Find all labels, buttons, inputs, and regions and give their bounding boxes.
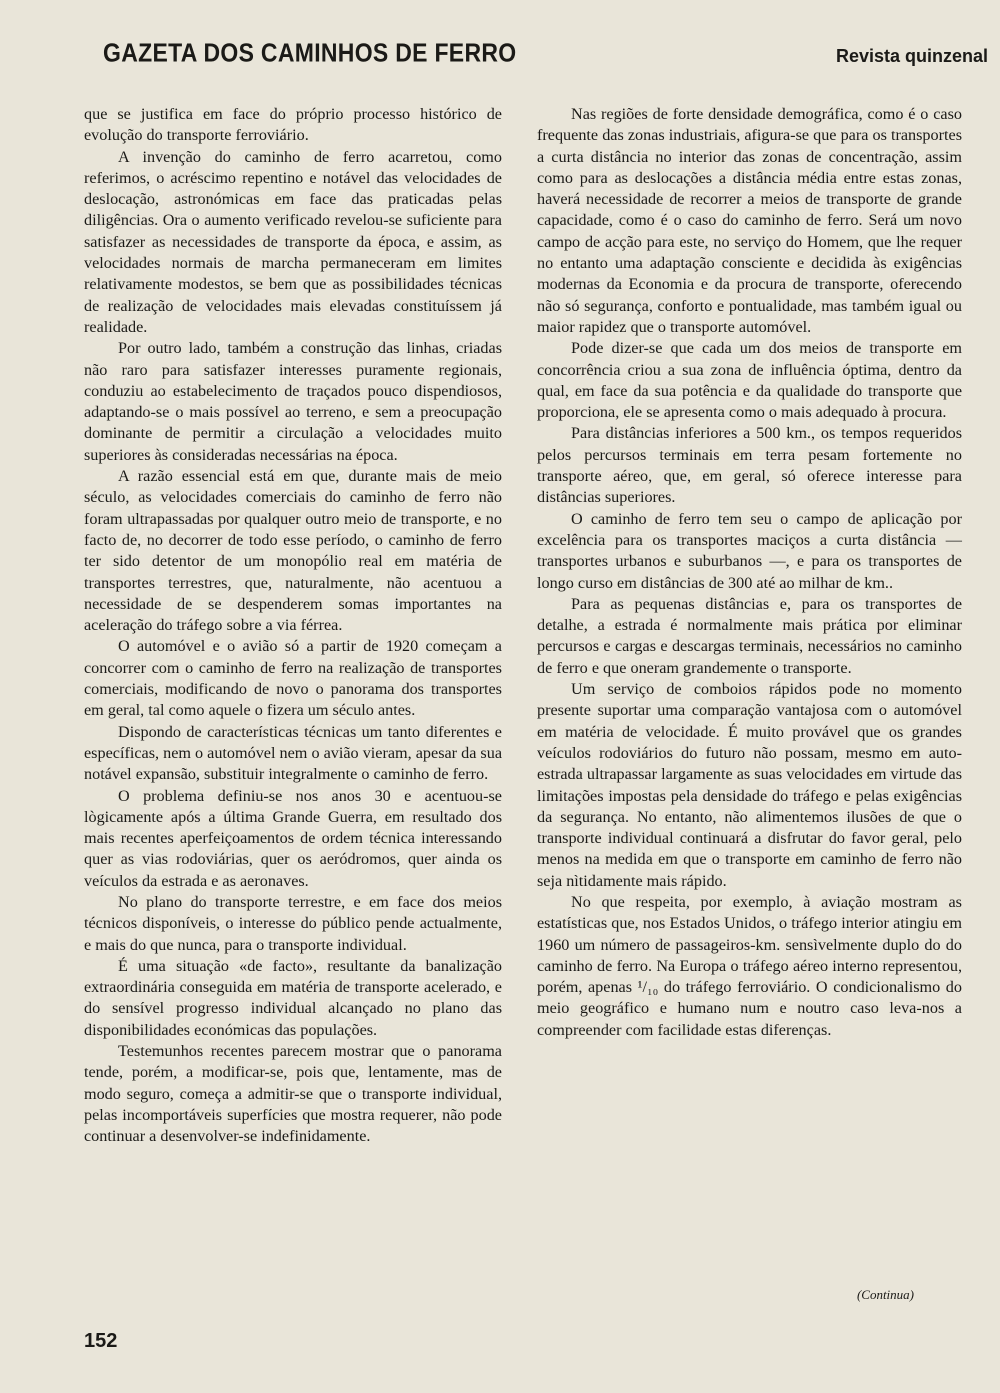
paragraph: O problema definiu-se nos anos 30 e acentuou-se lògicamente após a última Grande Guerra, em resultado dos mais recentes aperfeiçoamentos de ordem técnica interessando quer as vias rodoviárias, quer os aeródromos, quer ainda os veículos da estrada e as aeronaves. [84,786,502,890]
paragraph: A invenção do caminho de ferro acarretou, como referimos, o acréscimo repentino e notável das velocidades de deslocação, astronómicas em face das praticadas pelas diligências. Ora o aumento verificado revelou-se suficiente para satisfazer as necessidades de transporte da época, e assim, as velocidades normais de marcha permaneceram em limites relativamente modestos, se bem que as possibilidades técnicas de realização de velocidades mais elevadas constituíssem já realidade. [84,147,502,336]
article-column-left [84,104,502,1148]
publication-subtitle: Revista quinzenal [835,46,988,66]
paragraph: Pode dizer-se que cada um dos meios de transporte em concorrência criou a sua zona de influência óptima, dentro da qual, em face da sua potência e da qualidade do transporte que proporciona, ele se apresenta como o mais adequado à procura. [537,339,962,422]
publication-title: GAZETA DOS CAMINHOS DE FERRO [103,38,517,68]
page-number: 152 [84,1330,118,1352]
paragraph: que se justifica em face do próprio processo histórico de evolução do transporte ferroviário. [84,105,502,145]
paragraph: Dispondo de características técnicas um tanto diferentes e específicas, nem o automóvel nem o avião vieram, apesar da sua notável expansão, substituir integralmente o caminho de ferro. [84,722,503,784]
paragraph: Por outro lado, também a construção das linhas, criadas não raro para satisfazer interesses puramente regionais, conduziu ao estabelecimento de traçados pouco dispendiosos, adaptando-se o mais possível ao terreno, e sem a preocupação dominante de permitir a circulação a velocidades muito superiores às consideradas necessárias na época. [84,339,502,464]
paragraph: No que respeita, por exemplo, à aviação mostram as estatísticas que, nos Estados Unidos, o tráfego interior atingiu em 1960 um número de passageiros-km. sensìvelmente duplo do do caminho de ferro. Na Europa o tráfego aéreo interno representou, porém, apenas ¹/₁₀ do tráfego ferroviário. O condicionalismo do meio geográfico e humano num e noutro caso leva-nos a compreender com facilidade estas diferenças. [537,892,962,1039]
paragraph: O caminho de ferro tem seu o campo de aplicação por excelência para os transportes maciços a curta distância — transportes urbanos e suburbanos —, e para os transportes de longo curso em distâncias de 300 até ao milhar de km.. [537,509,962,592]
paragraph: Para distâncias inferiores a 500 km., os tempos requeridos pelos percursos terminais em terra pesam fortemente no transporte aéreo, que, em geral, só oferece interesse para distâncias superiores. [537,424,962,507]
paragraph: No plano do transporte terrestre, e em face dos meios técnicos disponíveis, o interesse do público pende actualmente, e mais do que nunca, para o transporte individual. [84,892,502,954]
paragraph: O automóvel e o avião só a partir de 1920 começam a concorrer com o caminho de ferro na realização de transportes comerciais, modificando de novo o panorama dos transportes em geral, tal como aquele o fizera um século antes. [84,637,502,720]
article-column-right [537,104,962,1041]
paragraph: Testemunhos recentes parecem mostrar que o panorama tende, porém, a modificar-se, pois que, lentamente, mas de modo seguro, começa a admitir-se que o transporte individual, pelas incomportáveis superfícies que mostra requerer, não pode continuar a desenvolver-se indefinidamente. [84,1042,502,1146]
paragraph: A razão essencial está em que, durante mais de meio século, as velocidades comerciais do caminho de ferro não foram ultrapassadas por qualquer outro meio de transporte, e no facto de, no decorrer de todo esse período, o caminho de ferro ter sido detentor de um monopólio real em matéria de transportes terrestres, que, naturalmente, não acentuou a necessidade de se despenderem somas importantes na aceleração do tráfego sobre a via férrea. [84,467,502,635]
paragraph: É uma situação «de facto», resultante da banalização extraordinária conseguida em matéria de transporte acelerado, e do sensível progresso individual alcançado no plano das disponibilidades económicas das populações. [84,956,502,1039]
continued-label: (Continua) [856,1287,914,1302]
paragraph: Nas regiões de forte densidade demográfica, como é o caso frequente das zonas industriais, afigura-se que para os transportes a curta distância no interior das zonas de concentração, assim como para as deslocações a distância média entre estas zonas, haverá necessidade de recorrer a meios de transporte de grande capacidade, como é o caso do caminho de ferro. Será um novo campo de acção para este, no serviço do Homem, que lhe requer no entanto uma adaptação consciente e decidida às exigências modernas da Economia e da procura de transporte, oferecendo não só segurança, conforto e pontualidade, mas também igual ou maior rapidez que o transporte automóvel. [537,105,962,336]
paragraph: Um serviço de comboios rápidos pode no momento presente suportar uma comparação vantajosa com o automóvel em matéria de velocidade. É muito provável que os grandes veículos rodoviários do futuro não possam, mesmo em auto-estrada ultrapassar largamente as suas velocidades em virtude das limitações impostas pela densidade do tráfego e pelas exigências da segurança. No entanto, não alimentemos ilusões de que o transporte individual continuará a disfrutar do favor geral, pelo menos na medida em que o transporte em caminho de ferro não seja nìtidamente mais rápido. [537,680,962,890]
paragraph: Para as pequenas distâncias e, para os transportes de detalhe, a estrada é normalmente mais prática por eliminar percursos e cargas e descargas terminais, necessários no caminho de ferro e que oneram grandemente o transporte. [537,594,962,677]
